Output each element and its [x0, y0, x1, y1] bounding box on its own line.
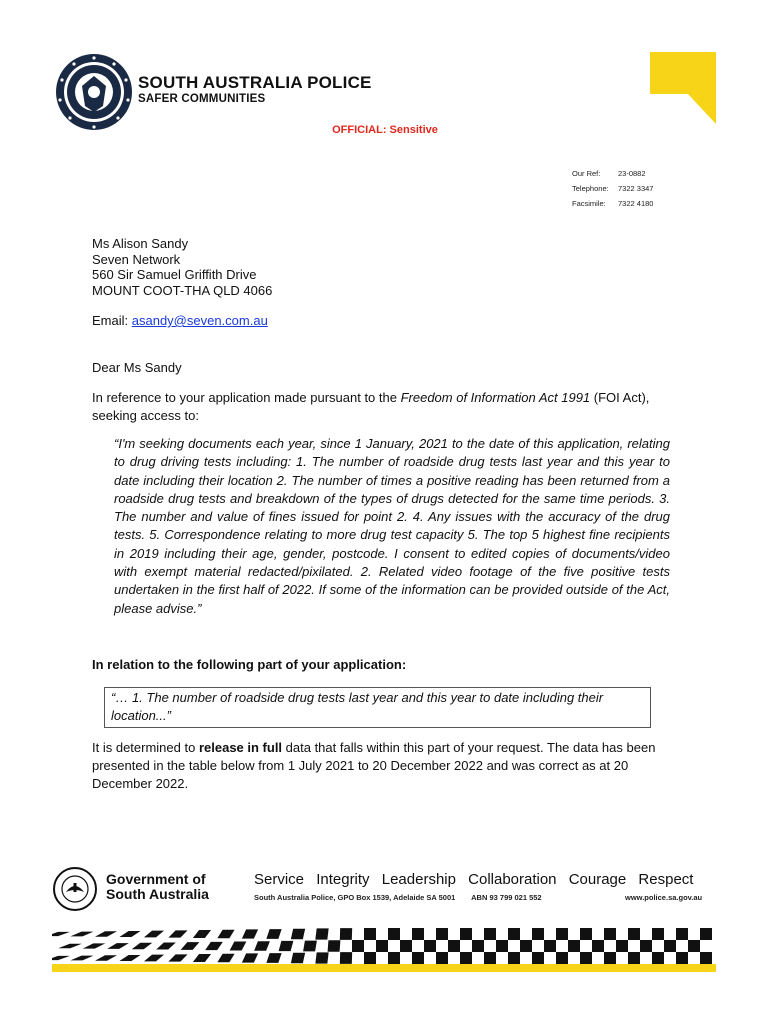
checker-cell — [340, 952, 352, 964]
checker-cell — [604, 928, 616, 940]
postal-address: South Australia Police, GPO Box 1539, Adelaide SA 5001 — [254, 893, 456, 902]
reference-label: Telephone: — [572, 184, 609, 193]
reference-row-our-ref — [572, 166, 653, 181]
checker-cell — [315, 928, 328, 939]
checker-cell — [52, 932, 70, 936]
checker-cell — [556, 928, 568, 940]
reference-row-telephone — [572, 181, 653, 196]
checker-cell — [144, 931, 164, 938]
recipient-address — [92, 236, 272, 298]
organisation-name: SOUTH AUSTRALIA POLICE — [138, 73, 372, 92]
checker-cell — [628, 952, 640, 964]
checker-cell — [412, 928, 424, 940]
reference-value: 7322 3347 — [618, 184, 654, 193]
intro-text-end: (FOI Act), seeking access to: — [92, 390, 650, 423]
checkerboard-band — [52, 928, 716, 964]
checker-cell — [700, 928, 712, 940]
checker-cell — [70, 932, 93, 937]
checker-cell — [107, 943, 129, 949]
intro-text: In reference to your application made pursuant to the — [92, 390, 401, 405]
checker-cell — [532, 928, 544, 940]
checker-cell — [472, 940, 484, 952]
yellow-footer-bar — [52, 964, 716, 972]
reference-label: Facsimile: — [572, 199, 606, 208]
checker-cell — [688, 940, 700, 952]
checker-cell — [364, 928, 376, 940]
checker-cell — [328, 940, 341, 951]
checker-cell — [58, 944, 82, 949]
checker-cell — [144, 955, 164, 962]
salutation: Dear Ms Sandy — [92, 360, 182, 375]
checker-cell — [652, 952, 664, 964]
checker-cell — [119, 955, 140, 961]
checker-cell — [676, 952, 688, 964]
checker-cell — [217, 954, 234, 963]
checker-cell — [508, 928, 520, 940]
checker-cell — [266, 953, 281, 963]
reference-value: 7322 4180 — [618, 199, 654, 208]
checker-cell — [168, 954, 187, 961]
intro-paragraph — [92, 389, 682, 425]
yellow-corner-graphic — [650, 52, 716, 124]
determination-text: It is determined to — [92, 740, 199, 755]
quoted-request: “I'm seeking documents each year, since 1 January, 2021 to the date of this application, relating to drug driving tests including: 1. The number of roadside drug tests last year and this year to date including their location 2. The number of times a positive reading has been returned from a roadside drug tests and breakdown of the types of drugs detected for the same time periods. 3. The number and value of fines issued for point 2. 4. Any issues with the accuracy of the drug tests. 5. Correspondence relating to more drug test capacity 5. The top 5 highest fine recipients in 2019 including their age, gender, postcode. I consent to edited copies of documents/video with exempt material redacted/pixilated. 2. Related video footage of the five positive tests undertaken in the first half of 2022. If some of the information can be provided outside of the Act, please advise.” — [114, 436, 670, 616]
government-name-line2: South Australia — [106, 886, 209, 902]
checker-cell — [424, 940, 436, 952]
checker-cell — [291, 929, 305, 940]
checker-cell — [460, 952, 472, 964]
checker-cell — [193, 930, 211, 938]
value-item: Collaboration — [468, 871, 557, 888]
checker-cell — [83, 943, 106, 948]
value-item: Service — [254, 871, 305, 888]
checker-cell — [532, 952, 544, 964]
value-item: Integrity — [316, 871, 370, 888]
checker-cell — [156, 942, 176, 949]
checker-cell — [604, 952, 616, 964]
checker-cell — [242, 929, 258, 938]
value-item: Respect — [638, 871, 694, 888]
checker-cell — [364, 952, 376, 964]
sa-government-crest-icon — [52, 866, 98, 912]
email-link[interactable]: asandy@seven.com.au — [131, 313, 268, 328]
checker-cell — [436, 952, 448, 964]
value-item: Courage — [568, 871, 627, 888]
checker-cell — [700, 952, 712, 964]
abn: ABN 93 799 021 552 — [471, 893, 542, 902]
checker-cell — [544, 940, 556, 952]
checker-cell — [436, 928, 448, 940]
checker-cell — [400, 940, 412, 952]
section-heading: In relation to the following part of your application: — [92, 657, 407, 672]
checker-cell — [556, 952, 568, 964]
checker-cell — [580, 952, 592, 964]
checker-cell — [520, 940, 532, 952]
checker-cell — [181, 942, 200, 950]
email-label: Email: — [92, 313, 129, 328]
quoted-part-box: “… 1. The number of roadside drug tests last year and this year to date including their location...” — [104, 687, 651, 728]
checker-cell — [119, 931, 140, 937]
checker-cell — [303, 941, 317, 952]
checker-cell — [217, 930, 234, 939]
checker-cell — [340, 928, 352, 940]
checker-cell — [193, 954, 211, 962]
recipient-city: MOUNT COOT-THA QLD 4066 — [92, 282, 273, 298]
checker-cell — [508, 952, 520, 964]
checker-cell — [230, 942, 247, 951]
government-name-line1: Government of — [106, 871, 206, 887]
checker-cell — [568, 940, 580, 952]
checker-cell — [205, 942, 223, 950]
checker-cell — [628, 928, 640, 940]
reference-value: 23-0882 — [618, 169, 646, 178]
checker-cell — [484, 952, 496, 964]
recipient-email-line — [92, 313, 268, 328]
checker-cell — [580, 928, 592, 940]
checker-cell — [448, 940, 460, 952]
checker-cell — [279, 941, 294, 951]
checker-cell — [352, 940, 364, 952]
organisation-tagline: SAFER COMMUNITIES — [138, 93, 266, 105]
checker-cell — [95, 955, 117, 960]
determination-paragraph — [92, 739, 682, 793]
determination-emphasis: release in full — [198, 740, 283, 755]
checker-cell — [676, 928, 688, 940]
checker-cell — [652, 928, 664, 940]
checker-cell — [132, 943, 153, 949]
determination-text-end: data that falls within this part of your request. The data has been presented in the table below from 1 July 2021 to 20 December 2022 and was correct as at 20 December 2022. — [92, 740, 656, 791]
website: www.police.sa.gov.au — [625, 893, 703, 902]
reference-block — [572, 166, 653, 211]
recipient-name: Ms Alison Sandy — [92, 236, 189, 251]
recipient-street: 560 Sir Samuel Griffith Drive — [92, 267, 257, 282]
checker-cell — [95, 931, 117, 936]
checker-cell — [592, 940, 604, 952]
government-name — [106, 872, 209, 902]
checker-cell — [291, 953, 305, 964]
checker-cell — [640, 940, 652, 952]
value-item: Leadership — [381, 871, 456, 888]
checker-cell — [412, 952, 424, 964]
checker-cell — [70, 956, 93, 961]
checker-cell — [242, 953, 258, 962]
reference-label: Our Ref: — [572, 169, 601, 178]
checker-cell — [376, 940, 388, 952]
police-crest-icon — [54, 52, 134, 132]
checker-cell — [664, 940, 676, 952]
checker-cell — [168, 930, 187, 937]
checker-cell — [266, 929, 281, 939]
contact-line — [254, 893, 556, 902]
act-title: Freedom of Information Act 1991 — [400, 390, 591, 405]
checker-cell — [460, 928, 472, 940]
checker-cell — [254, 941, 270, 951]
checker-cell — [496, 940, 508, 952]
checker-cell — [388, 928, 400, 940]
checker-cell — [484, 928, 496, 940]
reference-row-facsimile — [572, 196, 653, 211]
checker-cell — [52, 956, 70, 960]
checker-cell — [616, 940, 628, 952]
checker-cell — [315, 952, 328, 963]
values-list — [254, 871, 700, 888]
recipient-company: Seven Network — [92, 251, 181, 267]
checker-cell — [388, 952, 400, 964]
security-classification: OFFICIAL: Sensitive — [332, 124, 438, 136]
